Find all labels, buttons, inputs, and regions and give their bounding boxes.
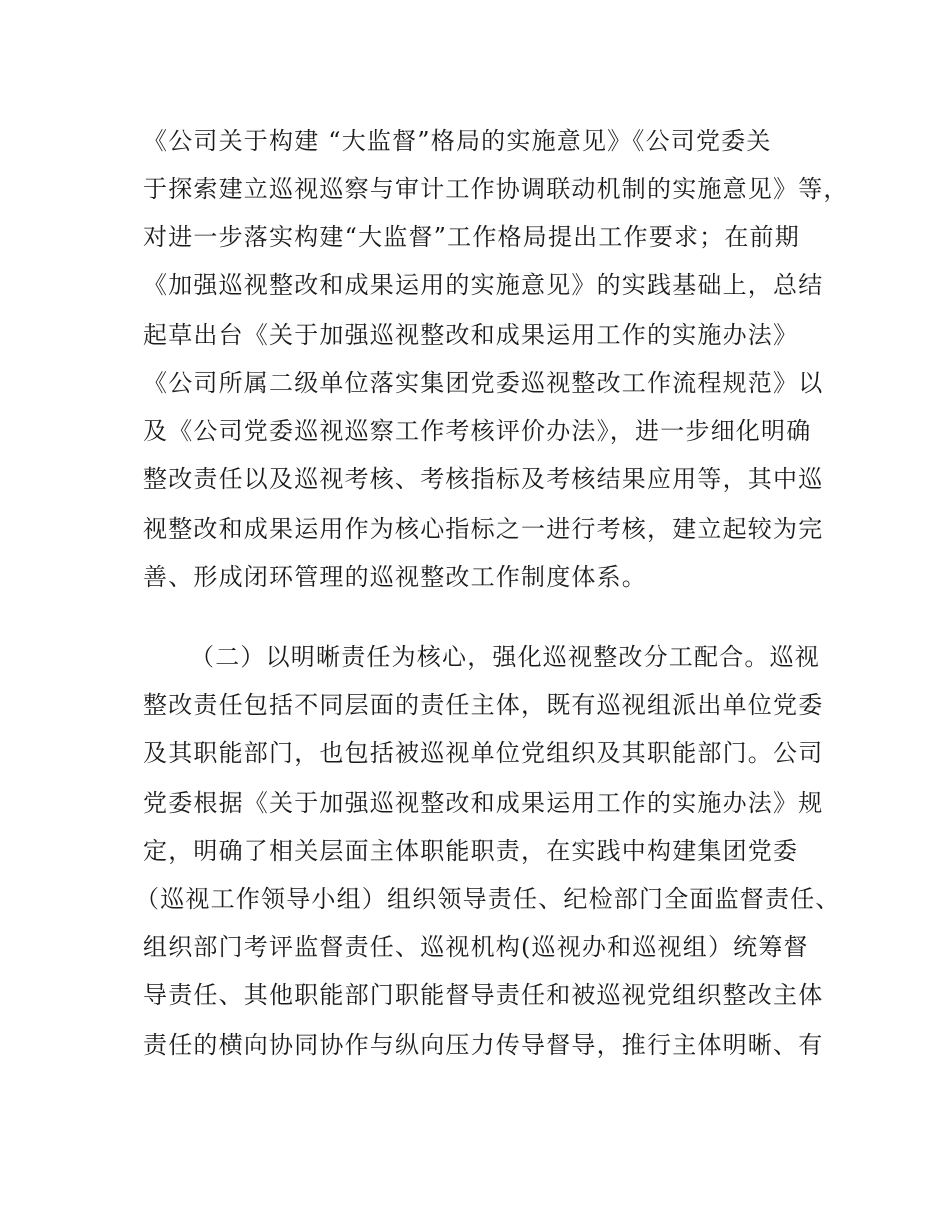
text-line: 组织部门考评监督责任、巡视机构(巡视办和巡视组）统筹督 — [143, 933, 809, 961]
text-line: 起草出台《关于加强巡视整改和成果运用工作的实施办法》 — [143, 321, 799, 349]
text-line: 及《公司党委巡视巡察工作考核评价办法》，进一步细化明确 — [143, 417, 812, 445]
text-line: 定，明确了相关层面主体职能职责，在实践中构建集团党委 — [143, 837, 799, 865]
text-line: 《公司所属二级单位落实集团党委巡视整改工作流程规范》以 — [143, 369, 824, 397]
text-line: 责任的横向协同协作与纵向压力传导督导，推行主体明晰、有 — [143, 1031, 824, 1059]
text-line: 及其职能部门，也包括被巡视单位党组织及其职能部门。公司 — [143, 739, 824, 767]
text-line: 《加强巡视整改和成果运用的实施意见》的实践基础上，总结 — [143, 271, 824, 299]
text-line: 于探索建立巡视巡察与审计工作协调联动机制的实施意见》等， — [143, 175, 849, 203]
text-line: 对进一步落实构建“大监督”工作格局提出工作要求；在前期 — [143, 223, 800, 251]
text-line: 视整改和成果运用作为核心指标之一进行考核，建立起较为完 — [143, 515, 824, 543]
text-line: 整改责任以及巡视考核、考核指标及考核结果应用等，其中巡 — [143, 465, 824, 493]
text-line: 善、形成闭环管理的巡视整改工作制度体系。 — [143, 563, 647, 591]
text-line: 导责任、其他职能部门职能督导责任和被巡视党组织整改主体 — [143, 981, 824, 1009]
paragraph-heading-line: （二）以明晰责任为核心，强化巡视整改分工配合。巡视 — [190, 643, 820, 671]
text-line: 整改责任包括不同层面的责任主体，既有巡视组派出单位党委 — [143, 691, 824, 719]
text-line: 《公司关于构建 “大监督”格局的实施意见》《公司党委关 — [143, 127, 772, 155]
text-line: （巡视工作领导小组）组织领导责任、纪检部门全面监督责任、 — [135, 885, 841, 913]
text-line: 党委根据《关于加强巡视整改和成果运用工作的实施办法》规 — [143, 789, 824, 817]
